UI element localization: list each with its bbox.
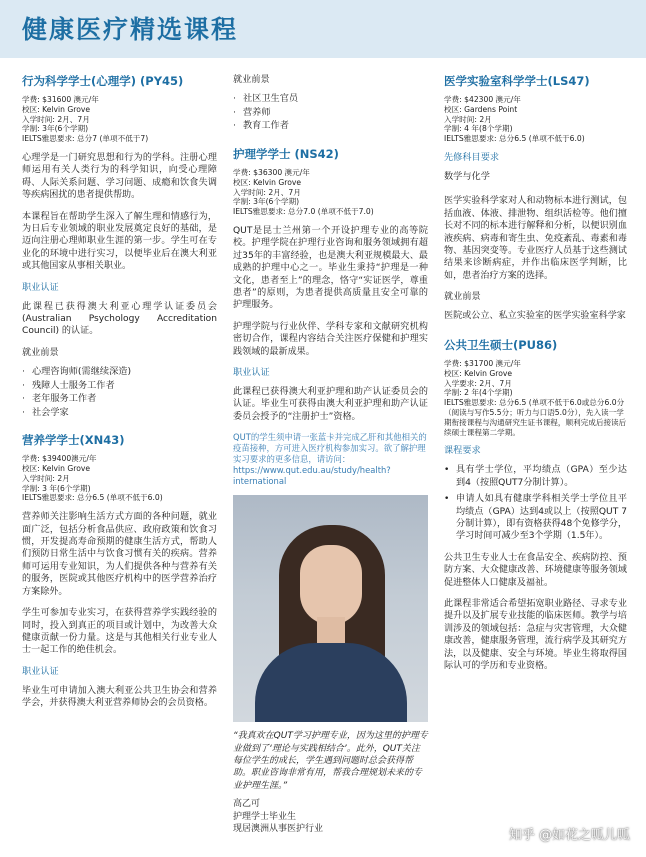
ielts: IELTS雅思要求: 总分7.0 (单项不低于7.0) [233, 207, 374, 217]
course-title: 医学实验室科学学士(LS47) [444, 74, 590, 88]
career-heading: 就业前景 [22, 346, 59, 358]
campus: 校区: Kelvin Grove [22, 464, 91, 474]
student-photo [233, 495, 428, 722]
campus: 校区: Kelvin Grove [22, 104, 91, 114]
list-item: · 残障人士服务工作者 [22, 379, 217, 393]
watermark: 知乎 @如花之呱儿呱 [508, 828, 630, 843]
list-item: · 营养师 [233, 106, 428, 120]
description: 本课程旨在帮助学生深入了解生理和情感行为，为日后专业领域的职业发展奠定良好的基础，是迈向注册心理师职业生涯的第一步。学生可在专业化的环境中进行实习，以便毕业后在澳大利亚或其他国家从事相关职业。 [22, 211, 217, 272]
student-name: 高乙可 [233, 799, 261, 810]
duration: 学制: 3 年(6个学期) [22, 483, 91, 493]
course-title: 公共卫生硕士(PU86) [444, 338, 558, 353]
accreditation-heading: 职业认证 [22, 281, 59, 293]
course-title: 护理学学士 (NS42) [233, 146, 339, 161]
career-heading: 就业前景 [444, 291, 481, 303]
intake: 入学要求: 2月、7月 [444, 378, 512, 388]
list-item: · 心理咨询师(需继续深造) [22, 365, 217, 379]
description: 学生可参加专业实习，在获得营养学实践经验的同时，投入到真正的项目或计划中，为改善大众健康贡献一份力量。这是与其他相关行业专业人士一起工作的绝佳机会。 [22, 608, 217, 656]
course-nutrition [22, 433, 217, 709]
course-psychology [22, 74, 217, 419]
course-public-health [444, 338, 627, 672]
description: 医学实验科学家对人和动物标本进行测试，包括血液、体液、排泄物、组织活检等。他们擅长对不同的标本进行解释和分析，以便识别血液疾病、病毒和寄生虫、免疫紊乱、毒素和毒物、基因突变等。专业医疗人员基于这些测试结果来诊断病症，并作出临床医学判断，比如，患者治疗方案的选择。 [444, 196, 627, 281]
accreditation-heading: 职业认证 [22, 665, 59, 677]
career-text: 医院或公立、私立实验室的医学实验室科学家 [444, 310, 626, 321]
duration: 学制: 2 年(4个学期) [444, 388, 513, 398]
campus: 校区: Gardens Point [444, 104, 518, 114]
fee: 学费: $39400澳元/年 [22, 454, 97, 464]
ielts: IELTS雅思要求: 总分6.5 (单项不低于6.0或总分6.0分（阅读与写作5.5分；听力与口语5.0分），先入读一学期衔接课程与沟通研究生证书课程，顺利完成后接读后续硕士课程第二学期。 [444, 398, 627, 437]
requirements-list [444, 464, 627, 542]
column-1 [22, 74, 217, 719]
career-heading: 就业前景 [233, 74, 270, 85]
list-item: · 教育工作者 [233, 119, 428, 133]
course-meta [444, 95, 627, 144]
description: 营养师关注影响生活方式方面的各种问题，就业面广泛，包括分析食品供应、政府政策和饮食习惯，开发提高寿命预期的健康生活方式，帮助人们预防日常生活中与饮食习惯有关的疾病。营养师可运用专业知识，为人们提供各种与营养有关的服务，医院或其他医疗机构中的医学营养治疗方案除外。 [22, 512, 217, 597]
list-item: · 社会学家 [22, 406, 217, 420]
photo-face [300, 545, 362, 625]
course-meta [444, 359, 627, 437]
course-title: 营养学学士(XN43) [22, 433, 125, 448]
fee: 学费: $36300 澳元/年 [233, 167, 310, 177]
course-nursing [233, 147, 428, 836]
course-meta [22, 95, 217, 144]
fee: 学费: $31700 澳元/年 [444, 359, 521, 369]
description: 此课程非常适合希望拓宽职业路径、寻求专业提升以及扩展专业技能的临床医师。教学与培训涉及的领域包括：急症与灾害管理，大众健康改善，健康服务管理，流行病学及其研究方法，以及健康、安全与环境。毕业生将取得国际认可的学历和专业资格。 [444, 599, 627, 672]
student-quote: “我真欢在QUT学习护理专业，因为这里的护理专业做到了‘理论与实践相结合’。此外，QUT关注每位学生的成长，学生遇到问题时总会获得帮助。职业咨询非常有用，帮我合理规划未来的专业护理生涯。” [233, 731, 428, 791]
accreditation-text: 此课程已获得澳大利亚护理和助产认证委员会的认证。毕业生可获得由澳大利亚护理和助产认证委员会授予的“注册护士”资格。 [233, 386, 428, 422]
description: 心理学是一门研究思想和行为的学科。注册心理师运用有关人类行为的科学知识，向受心理障碍、人际关系问题、学习问题、成瘾和饮食失调等疾病困扰的患者提供帮助。 [22, 152, 217, 201]
requirements-heading: 课程要求 [444, 445, 481, 457]
intake: 入学时间: 2月 [444, 114, 492, 124]
accreditation-text: 毕业生可申请加入澳大利亚公共卫生协会和营养学会，并获得澳大利亚营养师协会的会员资格。 [22, 685, 217, 709]
column-2 [233, 74, 428, 835]
student-title: 护理学士毕业生 [233, 811, 297, 822]
prereq-text: 数学与化学 [444, 170, 490, 182]
course-meta [22, 454, 217, 503]
career-list [233, 92, 428, 133]
fee: 学费: $31600 澳元/年 [22, 95, 99, 104]
duration: 学制: 3年(6个学期) [233, 197, 300, 207]
fee: 学费: $42300 澳元/年 [444, 95, 521, 104]
course-title: 行为科学学士(心理学) (PY45) [22, 74, 184, 88]
ielts: IELTS雅思要求: 总分6.5 (单项不低于6.0) [444, 134, 585, 144]
ielts: IELTS雅思要求: 总分6.5 (单项不低于6.0) [22, 493, 163, 503]
prereq-heading: 先修科目要求 [444, 151, 500, 163]
list-item: • 具有学士学位，平均绩点（GPA）至少达到4（按照QUT7分制计算）。 [444, 464, 627, 489]
photo-body [255, 643, 407, 722]
career-list [22, 365, 217, 419]
list-item: · 社区卫生官员 [233, 92, 428, 106]
column-3 [444, 74, 627, 682]
list-item: • 申请人如具有健康学科相关学士学位且平均绩点（GPA）达到4或以上（按照QUT 7分制计算），即有资格获得48个免修学分，学习时间可减少至3个学期（1.5年）。 [444, 493, 627, 543]
description: QUT是昆士兰州第一个开设护理专业的高等院校。护理学院在护理行业咨询和服务领域拥有超过35年的丰富经验，也是澳大利亚规模最大、最成熟的护理中心之一。毕业生秉持“护理是一种文化，患者至上”的理念，恪守“实证医学，尊重患者”的原则，为患者提供高质量且安全可靠的护理服务。 [233, 225, 428, 311]
list-item: · 老年服务工作者 [22, 392, 217, 406]
title-banner [0, 0, 646, 58]
student-job: 现居澳洲从事医护行业 [233, 824, 324, 835]
description: 公共卫生专业人士在食品安全、疾病防控、预防方案、大众健康改善、环境健康等服务领域促进整体人口健康及福祉。 [444, 552, 627, 588]
course-medical-lab [444, 74, 627, 322]
accreditation-heading: 职业认证 [233, 366, 270, 378]
duration: 学制: 4 年(8个学期) [444, 124, 513, 134]
accreditation-text: 此课程已获得澳大利亚心理学认证委员会(Australian Psychology Accreditation Council) 的认证。 [22, 301, 217, 337]
ielts: IELTS雅思要求: 总分7 (单项不低于7) [22, 134, 149, 144]
intake: 入学时间: 2月、7月 [233, 187, 301, 197]
course-meta [233, 168, 428, 217]
placement-note: QUT的学生须申请一张蓝卡并完成乙肝和其他相关的疫苗接种，方可进入医疗机构参加实习。欲了解护理实习要求的更多信息，请访问：https://www.qut.edu.au/study/health?international [233, 432, 427, 487]
intake: 入学时间: 2月、7月 [22, 114, 90, 124]
campus: 校区: Kelvin Grove [233, 177, 302, 187]
intake: 入学时间: 2月 [22, 473, 70, 483]
description: 护理学院与行业伙伴、学科专家和文献研究机构密切合作，课程内容结合关注医疗保健和护理实践领域的最新成果。 [233, 321, 428, 357]
page-title: 健康医疗精选课程 [22, 15, 239, 44]
duration: 学制: 3年(6个学期) [22, 124, 89, 134]
campus: 校区: Kelvin Grove [444, 368, 513, 378]
